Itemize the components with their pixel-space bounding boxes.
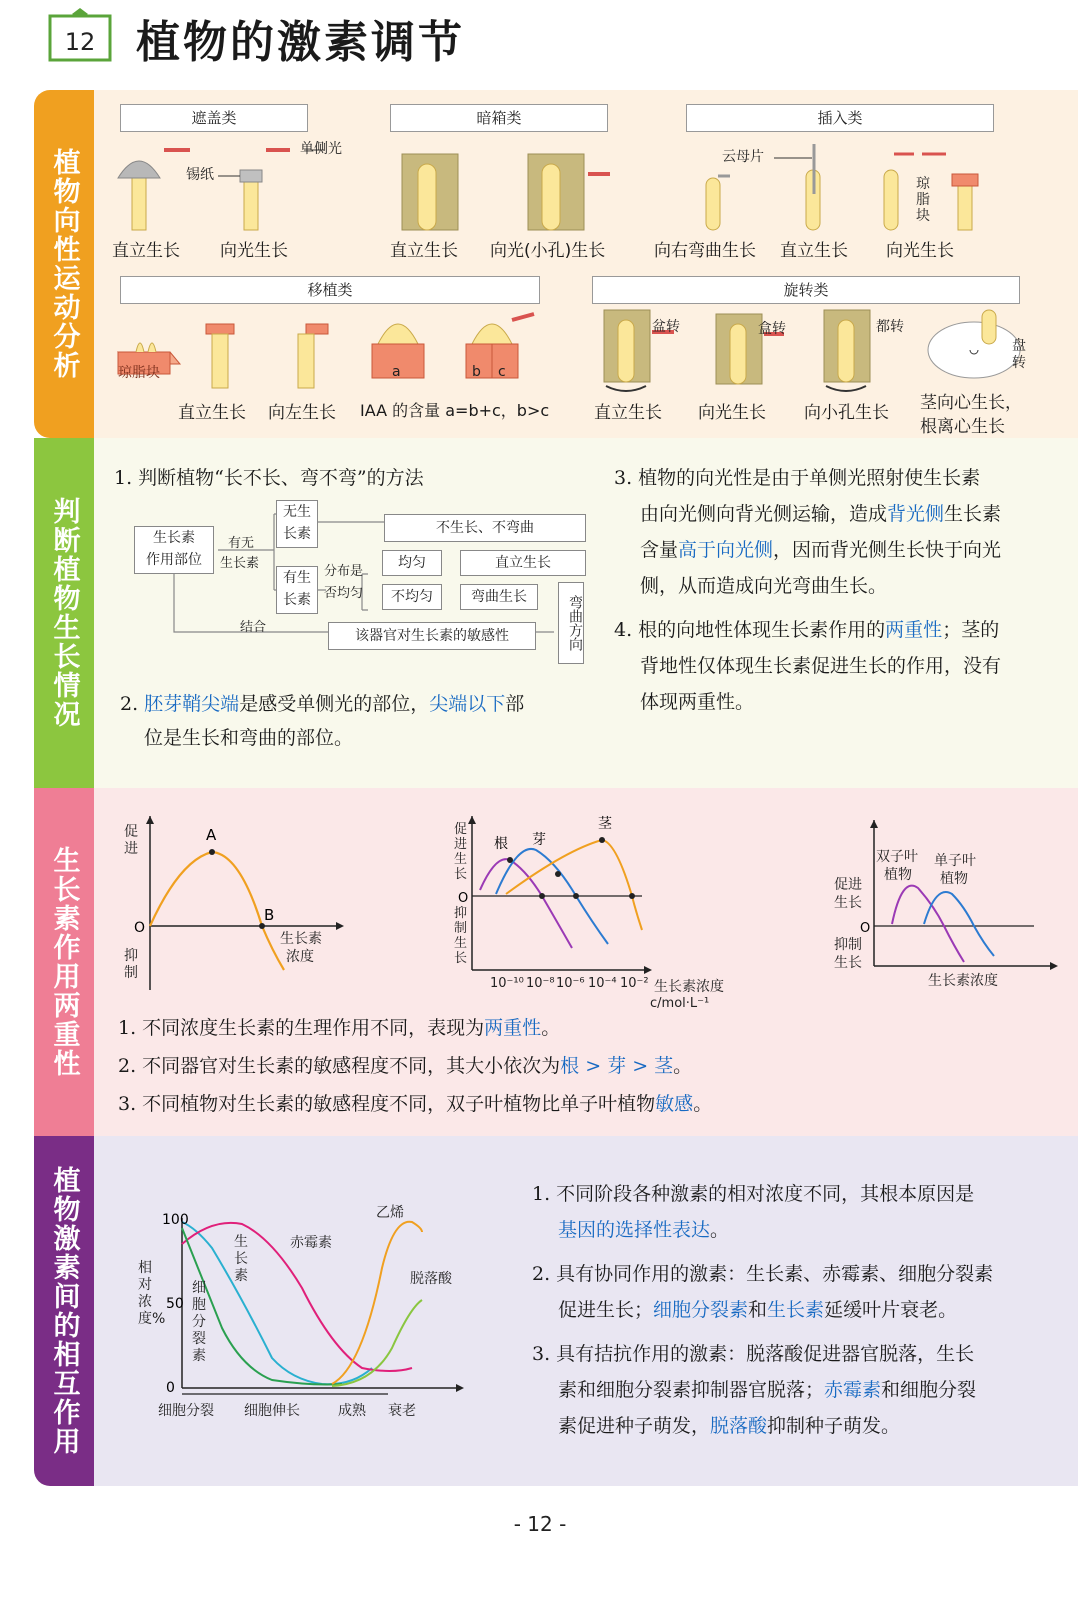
g2-xlabel: 生长素浓度 xyxy=(654,979,724,995)
iaa-label-c: c xyxy=(498,364,506,380)
section-body-interaction xyxy=(94,1136,1078,1486)
section-tab-judge: 判断植物生长情况 xyxy=(34,438,94,788)
svg-text:50: 50 xyxy=(166,1296,184,1312)
g2-tick-4: 10⁻⁴ xyxy=(588,976,617,991)
interaction-point-3-line1: 3. 具有拮抗作用的激素：脱落酸促进器官脱落，生长 xyxy=(532,1343,975,1365)
unilateral-light-label: 单侧光 xyxy=(300,141,342,157)
r2-label-1: 直立生长 xyxy=(178,403,246,423)
judge-point-3-line4: 侧，从而造成向光弯曲生长。 xyxy=(640,575,888,597)
interaction-point-1-line2: 基因的选择性表达。 xyxy=(558,1219,730,1241)
flow-has-auxin: 有生 长素 xyxy=(276,566,318,614)
r2-label-3: IAA 的含量 a=b+c，b>c xyxy=(360,401,550,420)
interaction-point-2-line2: 促进生长；细胞分裂素和生长素延缓叶片衰老。 xyxy=(558,1299,958,1321)
g4-auxin-label: 生 长 素 xyxy=(234,1234,248,1284)
g3-promote-1: 促进 xyxy=(834,877,862,893)
svg-text:B: B xyxy=(264,906,275,924)
flow-no-grow: 不生长、不弯曲 xyxy=(384,514,586,542)
svg-text:A: A xyxy=(206,826,217,844)
interaction-point-1-line1: 1. 不同阶段各种激素的相对浓度不同，其根本原因是 xyxy=(532,1183,975,1205)
dual-point-1: 1. 不同浓度生长素的生理作用不同，表现为两重性。 xyxy=(118,1017,561,1039)
flow-even: 均匀 xyxy=(382,550,442,576)
g4-ethylene-label: 乙烯 xyxy=(376,1205,404,1221)
r2-label-7a: 茎向心生长， xyxy=(920,393,1022,413)
g2-tick-5: 10⁻² xyxy=(620,976,649,991)
flow-auxin: 生长素 xyxy=(220,556,260,571)
section-body-dual xyxy=(94,788,1078,1138)
g3-dicot-2: 植物 xyxy=(884,867,912,883)
category-insert: 插入类 xyxy=(686,104,994,132)
category-cover: 遮盖类 xyxy=(120,104,308,132)
iaa-label-a: a xyxy=(392,364,401,380)
flow-upright: 直立生长 xyxy=(460,550,586,576)
g4-aba-label: 脱落酸 xyxy=(410,1271,452,1287)
svg-text:O: O xyxy=(860,921,871,936)
r1-label-3: 直立生长 xyxy=(390,241,458,261)
svg-text:O: O xyxy=(134,920,146,936)
category-dark-box: 暗箱类 xyxy=(390,104,608,132)
judge-point-1: 1. 判断植物“长不长、弯不弯”的方法 xyxy=(114,467,424,489)
agar-block-label-2: 琼脂块 xyxy=(118,365,160,381)
graph-concentration-effect xyxy=(120,810,360,1000)
rotate-both-label: 都转 xyxy=(876,319,904,335)
judge-point-2-line2: 位是生长和弯曲的部位。 xyxy=(144,727,354,749)
g4-cytokinin-label: 细 胞 分 裂 素 xyxy=(192,1280,206,1364)
page-header xyxy=(0,0,1080,80)
judge-point-4-line2: 背地性仅体现生长素促进生长的作用，没有 xyxy=(640,655,1002,677)
g4-stage-3: 成熟 xyxy=(338,1403,366,1419)
section-tab-interaction: 植物激素间的相互作用 xyxy=(34,1136,94,1486)
judge-point-4-line3: 体现两重性。 xyxy=(640,691,755,713)
r2-label-4: 直立生长 xyxy=(594,403,662,423)
tropism-row2-illustration xyxy=(94,304,1078,394)
section-judge-growth xyxy=(34,438,1078,788)
flow-sensitivity: 该器官对生长素的敏感性 xyxy=(328,622,536,650)
g3-dicot-1: 双子叶 xyxy=(876,849,918,865)
flow-site-box: 生长素 作用部位 xyxy=(134,526,214,574)
page-title: 植物的激素调节 xyxy=(136,17,465,68)
judge-point-3-line1: 3. 植物的向光性是由于单侧光照射使生长素 xyxy=(614,467,981,489)
flow-no-auxin: 无生 长素 xyxy=(276,500,318,548)
g3-monocot-1: 单子叶 xyxy=(934,853,976,869)
flow-bend: 弯曲生长 xyxy=(460,584,538,610)
mica-label: 云母片 xyxy=(722,149,764,165)
category-transplant: 移植类 xyxy=(120,276,540,304)
g2-tick-1: 10⁻¹⁰ xyxy=(490,976,524,991)
section-body-tropism xyxy=(94,90,1078,440)
section-dual-effect xyxy=(34,788,1078,1136)
svg-text:O: O xyxy=(458,891,469,906)
g2-unit: c/mol·L⁻¹ xyxy=(650,996,710,1011)
g4-stage-2: 细胞伸长 xyxy=(244,1403,300,1419)
iaa-label-b: b xyxy=(472,364,481,380)
g2-tick-2: 10⁻⁸ xyxy=(526,976,555,991)
flow-has-absent: 有无 xyxy=(228,536,255,551)
flow-dist-1: 分布是 xyxy=(324,564,364,579)
flow-dist-2: 否均匀 xyxy=(324,586,364,601)
flow-bend-direction: 弯曲方向 xyxy=(558,582,584,664)
page-number: - 12 - xyxy=(513,1512,567,1536)
g2-ylabel-bottom: 抑制生长 xyxy=(454,906,468,966)
r2-label-6: 向小孔生长 xyxy=(804,403,889,423)
flow-uneven: 不均匀 xyxy=(382,584,442,610)
g3-promote-2: 生长 xyxy=(834,895,862,911)
g1-xlabel-2: 浓度 xyxy=(286,949,314,965)
interaction-point-3-line2: 素和细胞分裂素抑制器官脱落；赤霉素和细胞分裂 xyxy=(558,1379,977,1401)
r1-label-6: 直立生长 xyxy=(780,241,848,261)
tinfoil-label: 锡纸 xyxy=(186,167,214,183)
judge-point-3-line3: 含量高于向光侧，因而背光侧生长快于向光 xyxy=(640,539,1002,561)
g4-ylabel: 相对浓度% xyxy=(138,1260,166,1327)
section-hormone-interaction xyxy=(34,1136,1078,1486)
rotate-pot-label: 盆转 xyxy=(652,319,680,335)
dual-point-2: 2. 不同器官对生长素的敏感程度不同，其大小依次为根 > 芽 > 茎。 xyxy=(118,1055,693,1077)
judge-point-3-line2: 由向光侧向背光侧运输，造成背光侧生长素 xyxy=(640,503,1002,525)
g3-inhibit-2: 生长 xyxy=(834,955,862,971)
r1-label-4: 向光(小孔)生长 xyxy=(490,241,606,261)
r1-label-7: 向光生长 xyxy=(886,241,954,261)
svg-text:芽: 芽 xyxy=(532,832,546,848)
g3-monocot-2: 植物 xyxy=(940,871,968,887)
g4-gibberellin-label: 赤霉素 xyxy=(290,1235,332,1251)
interaction-point-3-line3: 素促进种子萌发，脱落酸抑制种子萌发。 xyxy=(558,1415,901,1437)
r1-label-5: 向右弯曲生长 xyxy=(654,241,756,261)
graph-plant-sensitivity xyxy=(860,816,1064,986)
r1-label-2: 向光生长 xyxy=(220,241,288,261)
category-rotate: 旋转类 xyxy=(592,276,1020,304)
svg-text:根: 根 xyxy=(494,836,508,852)
svg-text:0: 0 xyxy=(166,1380,175,1396)
r1-label-1: 直立生长 xyxy=(112,241,180,261)
g4-stage-4: 衰老 xyxy=(388,1403,416,1419)
section-tropism xyxy=(34,90,1078,438)
section-body-judge xyxy=(94,438,1078,790)
g1-promote-label: 促进 xyxy=(124,824,138,857)
r2-label-5: 向光生长 xyxy=(698,403,766,423)
g4-stage-1: 细胞分裂 xyxy=(158,1403,214,1419)
g2-ylabel-top: 促进生长 xyxy=(454,822,468,882)
flow-combine: 结合 xyxy=(240,620,267,635)
g2-tick-3: 10⁻⁶ xyxy=(556,976,585,991)
badge-number: 12 xyxy=(64,28,96,56)
judge-point-2-line1: 2. 胚芽鞘尖端是感受单侧光的部位，尖端以下部 xyxy=(120,693,525,715)
judge-point-4-line1: 4. 根的向地性体现生长素作用的两重性；茎的 xyxy=(614,619,1000,641)
section-tab-tropism: 植物向性运动分析 xyxy=(34,90,94,438)
agar-block-label: 琼脂块 xyxy=(916,176,930,224)
g3-xlabel: 生长素浓度 xyxy=(928,973,998,989)
r2-label-2: 向左生长 xyxy=(268,403,336,423)
g1-xlabel-1: 生长素 xyxy=(280,931,322,947)
g1-inhibit-label: 抑制 xyxy=(124,948,138,981)
interaction-point-2-line1: 2. 具有协同作用的激素：生长素、赤霉素、细胞分裂素 xyxy=(532,1263,994,1285)
book-badge-icon xyxy=(48,6,112,62)
rotate-plate-label: 盘转 xyxy=(1012,338,1026,371)
section-tab-dual: 生长素作用两重性 xyxy=(34,788,94,1136)
g3-inhibit-1: 抑制 xyxy=(834,937,862,953)
dual-point-3: 3. 不同植物对生长素的敏感程度不同，双子叶植物比单子叶植物敏感。 xyxy=(118,1093,713,1115)
r2-label-7b: 根离心生长 xyxy=(920,417,1005,437)
svg-text:100: 100 xyxy=(162,1212,189,1228)
rotate-box-label: 盒转 xyxy=(758,321,786,337)
svg-text:茎: 茎 xyxy=(598,816,612,832)
